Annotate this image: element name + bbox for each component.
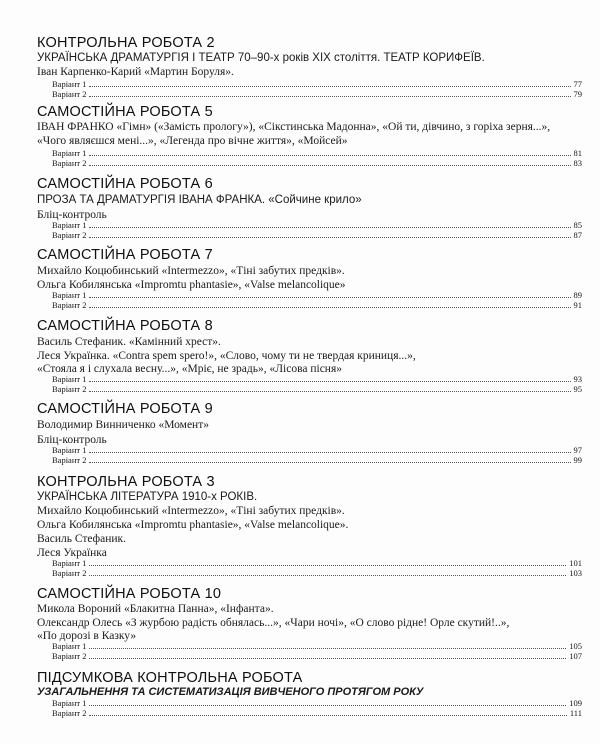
section-line: Іван Карпенко-Карий «Мартин Боруля».	[37, 66, 234, 78]
variant-row[interactable]	[52, 300, 582, 310]
page-number: 101	[569, 558, 582, 568]
section-subtitle: УЗАГАЛЬНЕННЯ ТА СИСТЕМАТИЗАЦІЯ ВИВЧЕНОГО ПРОТЯГОМ РОКУ	[37, 686, 424, 698]
variant-label: Варіант 1	[52, 374, 87, 384]
leader-dots	[89, 380, 570, 382]
leader-dots	[89, 164, 570, 166]
section-line: Леся Українка	[37, 547, 107, 559]
page-number: 83	[573, 158, 582, 168]
leader-dots	[89, 306, 570, 308]
section-title: САМОСТІЙНА РОБОТА 9	[37, 401, 213, 417]
section-line: «Стояла я і слухала весну...», «Мріє, не зрадь», «Лісова пісня»	[37, 363, 343, 375]
variant-row[interactable]	[52, 651, 582, 661]
section-line: Ольга Кобилянська «Impromtu phantasie», «Valse melancolique»	[37, 279, 346, 291]
variant-label: Варіант 1	[52, 641, 87, 651]
page-number: 107	[569, 651, 582, 661]
leader-dots	[89, 236, 570, 238]
section-line: Михайло Коцюбинський «Intermezzo», «Тіні забутих предків».	[37, 505, 345, 517]
page-number: 109	[569, 698, 582, 708]
section-subtitle: УКРАЇНСЬКА ЛІТЕРАТУРА 1910-х РОКІВ.	[37, 491, 258, 503]
variant-row[interactable]	[52, 148, 582, 158]
page-number: 79	[573, 89, 582, 99]
variant-row[interactable]	[52, 374, 582, 384]
page-number: 105	[569, 641, 582, 651]
leader-dots	[89, 296, 570, 298]
page-number: 97	[573, 445, 582, 455]
page-number: 103	[569, 568, 582, 578]
leader-dots	[89, 154, 570, 156]
leader-dots	[89, 574, 566, 576]
variant-label: Варіант 1	[52, 79, 87, 89]
section-line: Володимир Винниченко «Момент»	[37, 419, 209, 431]
section-title: САМОСТІЙНА РОБОТА 10	[37, 586, 222, 602]
section-subtitle: УКРАЇНСЬКА ДРАМАТУРГІЯ І ТЕАТР 70–90-х років XIX століття. ТЕАТР КОРИФЕЇВ.	[37, 52, 485, 64]
variant-label: Варіант 1	[52, 290, 87, 300]
page-number: 77	[573, 79, 582, 89]
leader-dots	[89, 714, 566, 716]
page-number: 95	[573, 384, 582, 394]
variant-label: Варіант 2	[52, 708, 87, 718]
page-number: 91	[573, 300, 582, 310]
variant-label: Варіант 1	[52, 698, 87, 708]
section-title: САМОСТІЙНА РОБОТА 6	[37, 176, 213, 192]
variant-label: Варіант 1	[52, 445, 87, 455]
leader-dots	[89, 657, 566, 659]
section-line: Василь Стефаник.	[37, 533, 127, 545]
leader-dots	[89, 95, 570, 97]
section-title: САМОСТІЙНА РОБОТА 8	[37, 318, 213, 334]
variant-row[interactable]	[52, 445, 582, 455]
section-line: Михайло Коцюбинський «Intermezzo», «Тіні забутих предків».	[37, 265, 345, 277]
page-number: 93	[573, 374, 582, 384]
section-subtitle: ПРОЗА ТА ДРАМАТУРГІЯ ІВАНА ФРАНКА. «Сойчине крило»	[37, 194, 362, 206]
variant-row[interactable]	[52, 455, 582, 465]
leader-dots	[89, 226, 570, 228]
page-number: 81	[573, 148, 582, 158]
section-title: КОНТРОЛЬНА РОБОТА 2	[37, 35, 215, 51]
variant-row[interactable]	[52, 158, 582, 168]
section-title: САМОСТІЙНА РОБОТА 5	[37, 104, 213, 120]
variant-label: Варіант 1	[52, 220, 87, 230]
variant-label: Варіант 1	[52, 558, 87, 568]
section-line: Леся Українка. «Contra spem spero!», «Слово, чому ти не твердая криниця...»,	[37, 350, 416, 362]
variant-row[interactable]	[52, 641, 582, 651]
section-line: Василь Стефаник. «Камінний хрест».	[37, 336, 221, 348]
section-line: «По дорозі в Казку»	[37, 630, 137, 642]
variant-row[interactable]	[52, 384, 582, 394]
section-line: «Чого являєшся мені...», «Легенда про вічне життя», «Мойсей»	[37, 135, 348, 147]
section-title: ПІДСУМКОВА КОНТРОЛЬНА РОБОТА	[37, 670, 303, 686]
page-number: 85	[573, 220, 582, 230]
variant-label: Варіант 2	[52, 230, 87, 240]
variant-row[interactable]	[52, 698, 582, 708]
variant-row[interactable]	[52, 290, 582, 300]
page-number: 89	[573, 290, 582, 300]
variant-label: Варіант 2	[52, 455, 87, 465]
section-line: ІВАН ФРАНКО «Гімн» («Замість прологу»), «Сікстинська Мадонна», «Ой ти, дівчино, з горіха зерня...»,	[37, 121, 551, 133]
section-line: Олександр Олесь «З журбою радість обнялась...», «Чари ночі», «О слово рідне! Орле скутий!..»,	[37, 617, 510, 629]
variant-label: Варіант 2	[52, 384, 87, 394]
variant-row[interactable]	[52, 79, 582, 89]
variant-row[interactable]	[52, 230, 582, 240]
leader-dots	[89, 85, 570, 87]
variant-row[interactable]	[52, 558, 582, 568]
variant-row[interactable]	[52, 89, 582, 99]
section-title: САМОСТІЙНА РОБОТА 7	[37, 247, 213, 263]
leader-dots	[89, 647, 566, 649]
leader-dots	[89, 564, 566, 566]
section-line: Ольга Кобилянська «Impromtu phantasie», «Valse melancolique».	[37, 519, 349, 531]
leader-dots	[89, 390, 570, 392]
section-line: Бліц-контроль	[37, 209, 107, 221]
variant-label: Варіант 2	[52, 89, 87, 99]
variant-row[interactable]	[52, 220, 582, 230]
page-number: 111	[569, 708, 582, 718]
page-number: 87	[573, 230, 582, 240]
page-number: 99	[573, 455, 582, 465]
variant-label: Варіант 2	[52, 158, 87, 168]
leader-dots	[89, 451, 570, 453]
leader-dots	[89, 461, 570, 463]
section-title: КОНТРОЛЬНА РОБОТА 3	[37, 474, 215, 490]
variant-row[interactable]	[52, 568, 582, 578]
section-line: Бліц-контроль	[37, 434, 107, 446]
section-line: Микола Вороний «Блакитна Панна», «Інфанта».	[37, 603, 274, 615]
variant-label: Варіант 2	[52, 651, 87, 661]
variant-label: Варіант 2	[52, 300, 87, 310]
leader-dots	[89, 704, 566, 706]
variant-label: Варіант 2	[52, 568, 87, 578]
variant-row[interactable]	[52, 708, 582, 718]
variant-label: Варіант 1	[52, 148, 87, 158]
